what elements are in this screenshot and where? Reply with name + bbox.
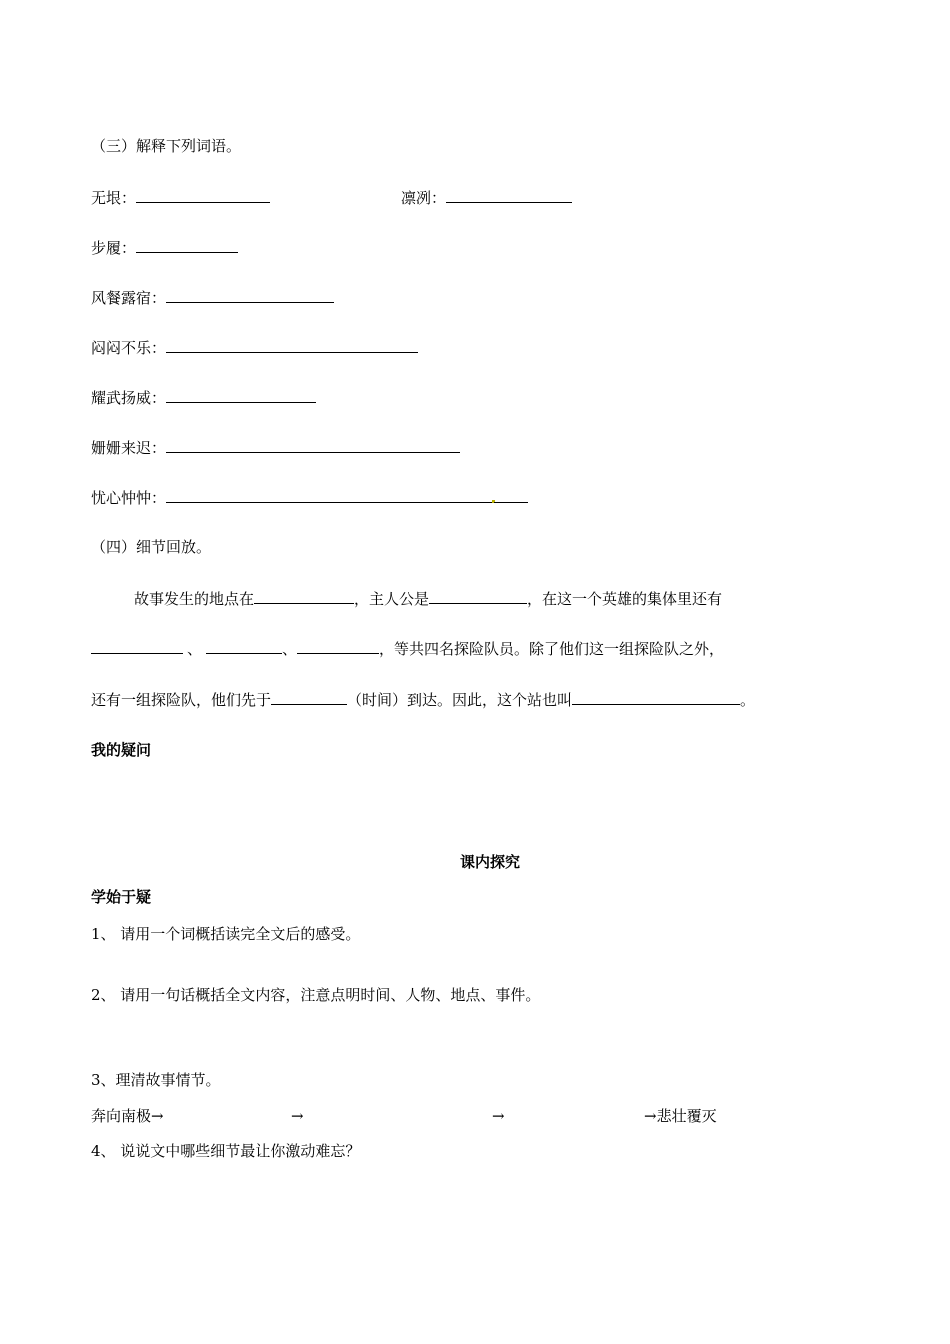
- term-yaowu-row: [91, 386, 316, 408]
- question-3: 3、理清故事情节。: [91, 1071, 221, 1089]
- section3-heading: （三）解释下列词语。: [91, 137, 242, 155]
- detail-text: 故事发生的地点在: [134, 590, 255, 608]
- question-4: 4、 说说文中哪些细节最让你激动难忘？: [91, 1142, 361, 1160]
- term-label: 无垠：: [91, 189, 137, 207]
- answer-blank[interactable]: [166, 336, 418, 353]
- term-wuyin-row: [91, 186, 270, 208]
- answer-blank[interactable]: [206, 637, 282, 654]
- question-2: [91, 985, 540, 1005]
- detail-text: ，主人公是: [354, 590, 430, 608]
- term-bulv-row: [91, 236, 238, 258]
- detail-paragraph-line3: [91, 688, 755, 710]
- detail-text: 还有一组探险队，他们先于: [91, 691, 272, 709]
- answer-blank[interactable]: [136, 236, 238, 253]
- term-youxin-row: [91, 486, 528, 508]
- inclass-title: 课内探究: [459, 853, 520, 871]
- flow-arrow: →: [291, 1107, 304, 1125]
- term-label: 闷闷不乐：: [91, 339, 167, 357]
- answer-blank[interactable]: [446, 186, 572, 203]
- answer-blank[interactable]: [166, 286, 334, 303]
- inclass-subtitle: 学始于疑: [91, 888, 152, 906]
- term-fengcan-row: [91, 286, 334, 308]
- answer-blank[interactable]: [166, 386, 316, 403]
- detail-text: ，等共四名探险队员。除了他们这一组探险队之外，: [379, 640, 725, 658]
- term-label: 凛冽：: [401, 189, 447, 207]
- term-label: 风餐露宿：: [91, 289, 167, 307]
- flow-start: 奔向南极→: [91, 1107, 164, 1125]
- detail-paragraph-line2: [91, 637, 724, 659]
- term-label: 耀武扬威：: [91, 389, 167, 407]
- section4-heading: （四）细节回放。: [91, 538, 212, 556]
- answer-blank[interactable]: [166, 486, 493, 503]
- my-questions-heading: 我的疑问: [91, 741, 152, 759]
- answer-blank[interactable]: [91, 637, 183, 654]
- question-text: 1、 请用一个词概括读完全文后的感受。: [91, 925, 361, 943]
- detail-text: ，在这一个英雄的集体里还有: [527, 590, 723, 608]
- answer-blank[interactable]: [572, 688, 740, 705]
- answer-blank[interactable]: [136, 186, 270, 203]
- detail-text: 。: [740, 691, 756, 709]
- detail-text: 、: [282, 640, 298, 658]
- answer-blank[interactable]: [297, 637, 379, 654]
- term-label: 步履：: [91, 239, 137, 257]
- flow-arrow: →: [492, 1107, 505, 1125]
- answer-blank[interactable]: [494, 486, 528, 503]
- answer-blank[interactable]: [271, 688, 347, 705]
- question-text: 2、 请用一句话概括全文内容，注意点明时间、人物、地点、事件。: [91, 986, 541, 1004]
- term-label: 姗姗来迟：: [91, 439, 167, 457]
- detail-text: 、: [187, 640, 203, 658]
- detail-text: （时间）到达。因此，这个站也叫: [347, 691, 573, 709]
- term-menmen-row: [91, 336, 418, 358]
- answer-blank[interactable]: [254, 587, 354, 604]
- term-label: 忧心忡忡：: [91, 489, 167, 507]
- detail-paragraph-line1: [134, 587, 722, 609]
- term-linlie-row: [401, 186, 572, 208]
- question-1: [91, 924, 360, 944]
- answer-blank[interactable]: [166, 436, 460, 453]
- flow-end: →悲壮覆灭: [644, 1107, 717, 1125]
- answer-blank[interactable]: [429, 587, 527, 604]
- term-shanshan-row: [91, 436, 460, 458]
